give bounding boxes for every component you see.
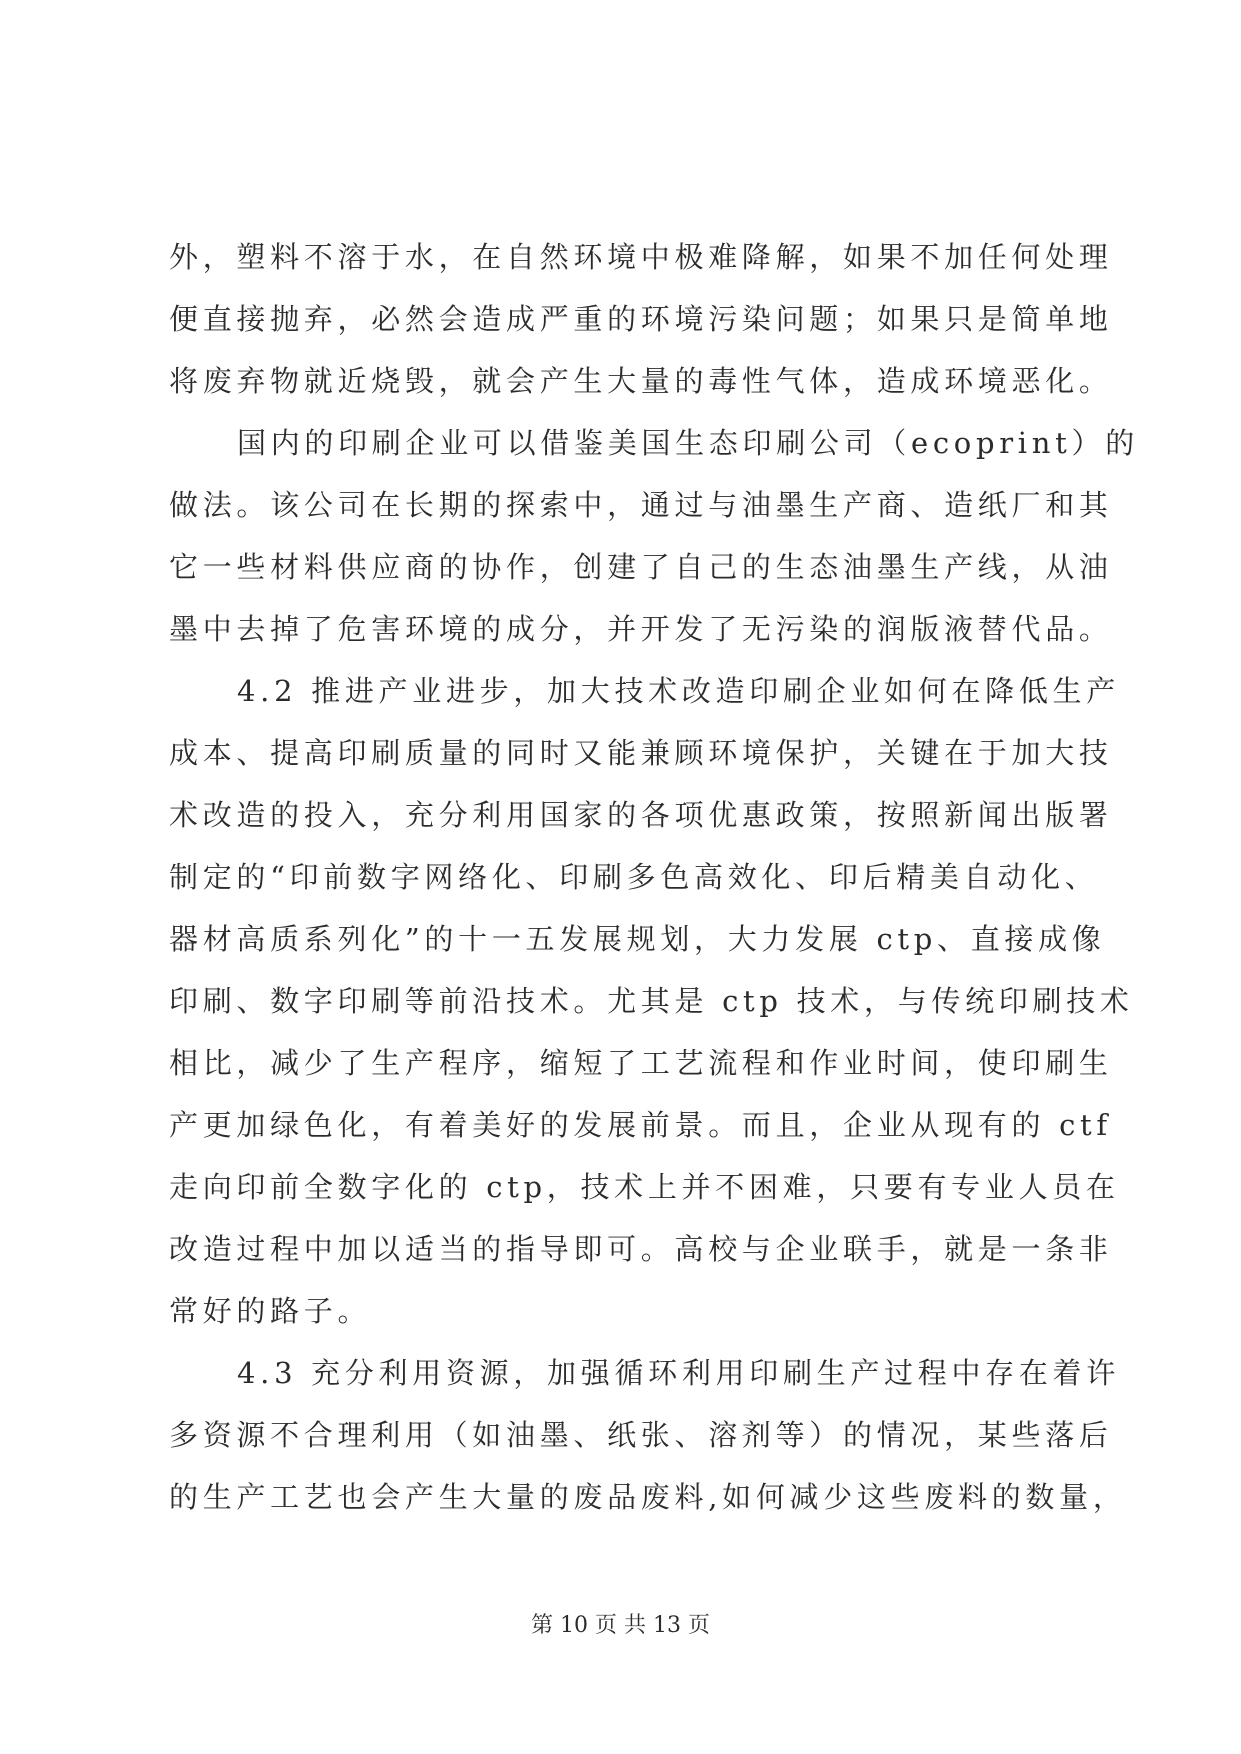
text-line: 墨中去掉了危害环境的成分，并开发了无污染的润版液替代品。 [169, 612, 1113, 646]
text-line: 术改造的投入，充分利用国家的各项优惠政策，按照新闻出版署 [169, 798, 1113, 832]
text-line: 常好的路子。 [169, 1294, 372, 1328]
text-line: 器材高质系列化”的十一五发展规划，大力发展 ctp、直接成像 [169, 922, 1106, 956]
text-line: 走向印前全数字化的 ctp，技术上并不困难，只要有专业人员在 [169, 1170, 1120, 1204]
section-heading-line: 4.3 充分利用资源，加强循环利用印刷生产过程中存在着许 [237, 1356, 1120, 1390]
text-line: 将废弃物就近烧毁，就会产生大量的毒性气体，造成环境恶化。 [169, 364, 1113, 398]
paragraph-start-line: 国内的印刷企业可以借鉴美国生态印刷公司（ecoprint）的 [237, 426, 1139, 460]
text-line: 它一些材料供应商的协作，创建了自己的生态油墨生产线，从油 [169, 550, 1113, 584]
text-line: 的生产工艺也会产生大量的废品废料,如何减少这些废料的数量， [169, 1480, 1127, 1514]
text-line: 多资源不合理利用（如油墨、纸张、溶剂等）的情况，某些落后 [169, 1418, 1113, 1452]
text-line: 产更加绿色化，有着美好的发展前景。而且，企业从现有的 ctf [169, 1108, 1112, 1142]
text-line: 改造过程中加以适当的指导即可。高校与企业联手，就是一条非 [169, 1232, 1113, 1266]
text-line: 外，塑料不溶于水，在自然环境中极难降解，如果不加任何处理 [169, 240, 1113, 274]
text-line: 成本、提高印刷质量的同时又能兼顾环境保护，关键在于加大技 [169, 736, 1113, 770]
document-body [169, 226, 1139, 1528]
text-line: 印刷、数字印刷等前沿技术。尤其是 ctp 技术，与传统印刷技术 [169, 984, 1134, 1018]
page-footer: 第 10 页 共 13 页 [531, 1613, 710, 1638]
section-heading-line: 4.2 推进产业进步，加大技术改造印刷企业如何在降低生产 [237, 674, 1120, 708]
text-line: 制定的“印前数字网络化、印刷多色高效化、印后精美自动化、 [169, 860, 1099, 894]
text-line: 便直接抛弃，必然会造成严重的环境污染问题；如果只是简单地 [169, 302, 1113, 336]
text-line: 做法。该公司在长期的探索中，通过与油墨生产商、造纸厂和其 [169, 488, 1113, 522]
text-line: 相比，减少了生产程序，缩短了工艺流程和作业时间，使印刷生 [169, 1046, 1113, 1080]
